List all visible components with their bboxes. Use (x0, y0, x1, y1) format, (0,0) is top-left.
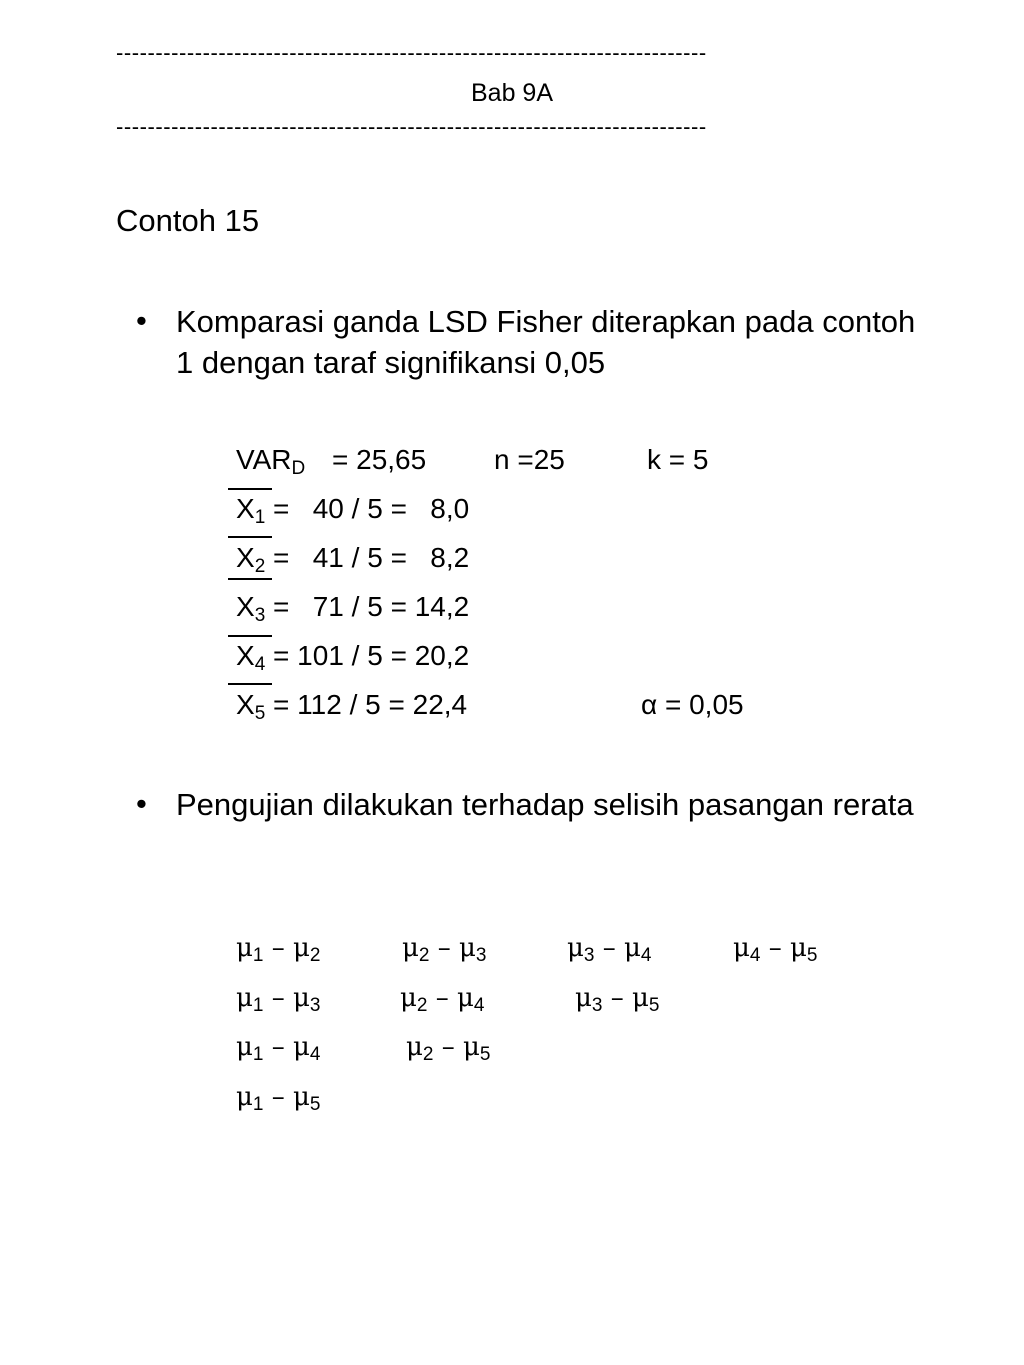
header-rule-top: --------------------------------------------------------------------------- (116, 40, 707, 65)
overbar-3 (228, 578, 272, 580)
mean-difference: $\mu_1 - \mu_2$ (236, 933, 321, 966)
overbar-2 (228, 536, 272, 538)
var-value: = 25,65 (332, 444, 427, 475)
chapter-label: Bab 9A (470, 79, 553, 107)
k-value: k = 5 (647, 444, 709, 475)
mean-row-4: $X_4 = 101 / 5 = 20,2$ (236, 640, 470, 675)
alpha-value: α = 0,05 (641, 689, 744, 720)
mean-difference: $\mu_4 - \mu_5$ (733, 933, 818, 966)
mean-difference: $\mu_1 - \mu_3$ (236, 983, 321, 1016)
overbar-4 (228, 635, 272, 637)
overbar-5 (228, 683, 272, 685)
mean-row-3: $X_3 = 71 / 5 = 14,2$ (236, 591, 470, 626)
mean-row-2: $X_2 = 41 / 5 = 8,2$ (236, 542, 470, 577)
mean-difference: $\mu_2 - \mu_4$ (400, 983, 485, 1016)
mean-row-5: $X_5 = 112 / 5 = 22,4$ (236, 689, 468, 724)
mean-difference: $\mu_2 - \mu_3$ (402, 933, 487, 966)
header-rule-bottom: --------------------------------------------------------------------------- (116, 114, 707, 139)
n-value: n =25 (494, 444, 565, 475)
mean-difference: $\mu_2 - \mu_5$ (406, 1032, 491, 1065)
mean-difference: $\mu_3 - \mu_5$ (575, 983, 660, 1016)
mean-difference: $\mu_1 - \mu_5$ (236, 1082, 321, 1115)
page-title: Contoh 15 (116, 203, 260, 238)
bullet-text-pairs: Pengujian dilakukan terhadap selisih pasangan rerata (176, 787, 914, 822)
mean-difference: $\mu_3 - \mu_4$ (567, 933, 652, 966)
bullet-marker: • (136, 786, 147, 821)
mean-difference: $\mu_1 - \mu_4$ (236, 1032, 321, 1065)
mean-row-1: $X_1 = 40 / 5 = 8,0$ (236, 493, 470, 528)
var-label: $VAR_D$ (236, 444, 306, 479)
overbar-1 (228, 488, 272, 490)
bullet-marker: • (136, 303, 147, 338)
bullet-text-lsd: Komparasi ganda LSD Fisher diterapkan pada contoh 1 dengan taraf signifikansi 0,05 (176, 304, 916, 380)
